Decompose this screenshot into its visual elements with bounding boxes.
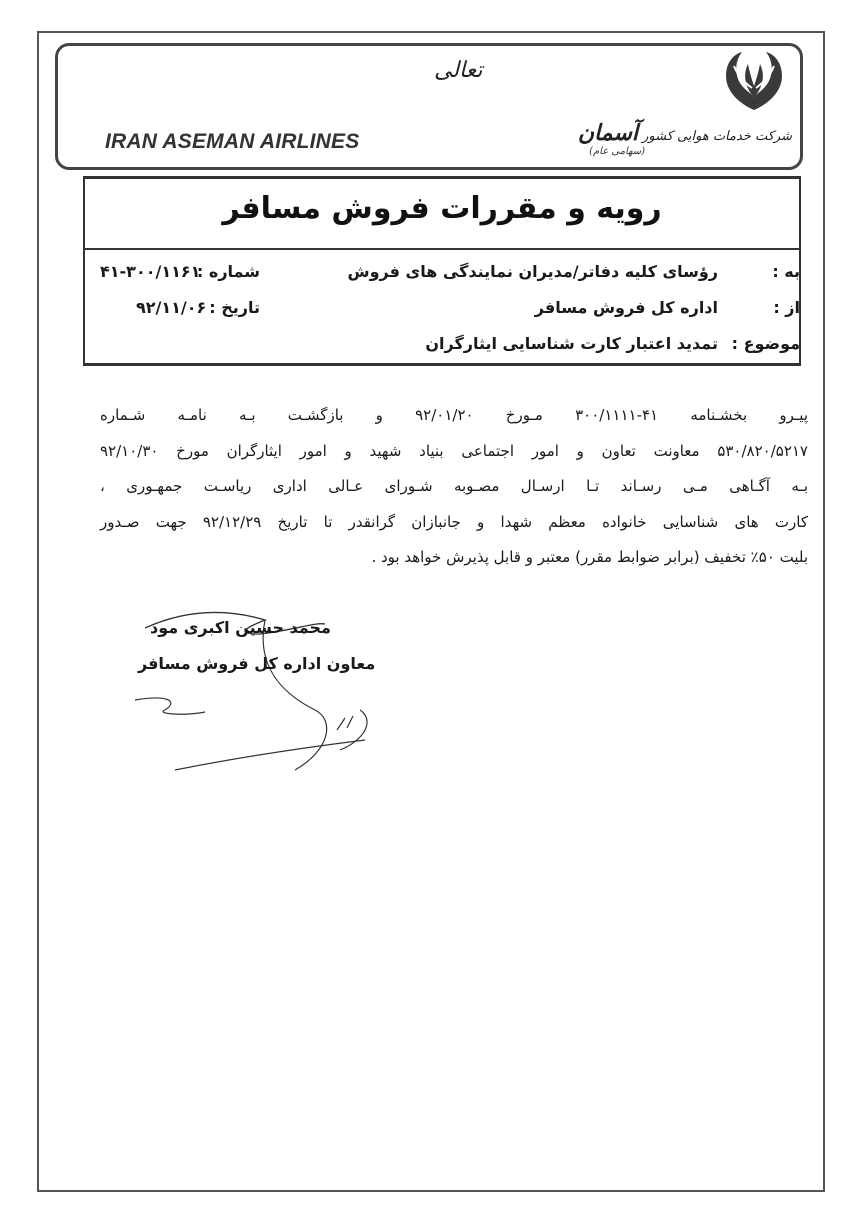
aseman-logo-icon (720, 48, 788, 114)
company-brand: آسمان (577, 120, 638, 146)
document-title: رویه و مقررات فروش مسافر (222, 191, 662, 226)
date-value: ۹۲/۱۱/۰۶ (136, 298, 207, 317)
company-type: (سهامی عام) (589, 146, 645, 157)
subject-label: موضوع : (731, 334, 800, 353)
to-value: رؤسای کلیه دفاتر/مدیران نمایندگی های فروش (347, 262, 718, 281)
body-line-5: بلیت ۵۰٪ تخفیف (برابر ضوابط مقرر) معتبر و قابل پذیرش خواهد بود . (371, 548, 808, 567)
signatory-name: محمد حسین اکبری مود (150, 618, 331, 637)
body-line-4: کارت های شناسایی خانواده معظم شهدا و جانبازان گرانقدر تا تاریخ ۹۲/۱۲/۲۹ جهت صـدور (100, 512, 809, 531)
to-label: به : (772, 262, 800, 281)
title-box (83, 176, 801, 250)
letter-body (100, 398, 808, 576)
from-value: اداره کل فروش مسافر (534, 298, 718, 317)
body-line-1: پیـرو بخشـنامه ۴۱-۳۰۰/۱۱۱۱ مـورخ ۹۲/۰۱/۲۰ و بازگشـت بـه نامـه شـماره (100, 406, 808, 424)
number-label: شماره : (196, 262, 260, 281)
bismillah-mark: تعالی (434, 58, 483, 83)
number-value: ۴۱-۳۰۰/۱۱۶۱ (100, 262, 201, 281)
body-line-3: بـه آگـاهی مـی رسـاند تـا ارسـال مصـوبه شـورای عـالی اداری ریاسـت جمهـوری ، (100, 477, 808, 496)
date-label: تاریخ : (209, 298, 260, 317)
company-name-persian (578, 120, 792, 146)
airline-english-name: IRAN ASEMAN AIRLINES (105, 130, 360, 153)
from-label: از : (773, 298, 800, 317)
signatory-title: معاون اداره کل فروش مسافر (138, 654, 376, 673)
subject-value: تمدید اعتبار کارت شناسایی ایثارگران (425, 334, 718, 353)
body-line-2: ۵۳۰/۸۲۰/۵۲۱۷ معاونت تعاون و امور اجتماعی بنیاد شهید و امور ایثارگران مورخ ۹۲/۱۰/۳۰ (100, 441, 808, 460)
company-prefix: شرکت خدمات هوایی کشور (642, 129, 792, 144)
